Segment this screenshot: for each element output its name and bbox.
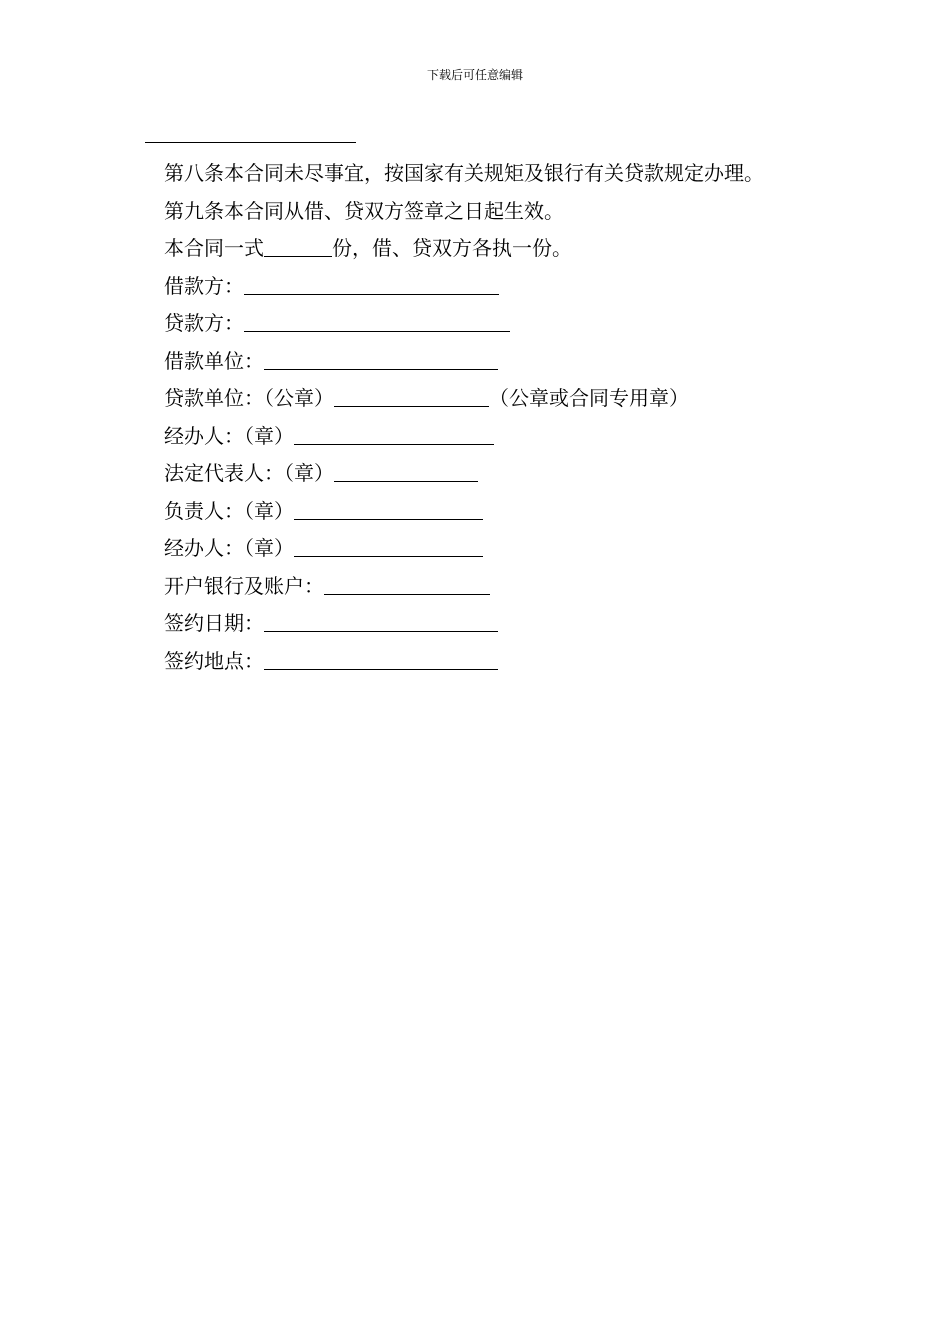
borrower-label: 借款方： — [164, 273, 244, 298]
copies-blank[interactable] — [264, 232, 332, 257]
lender-unit-note: （公章或合同专用章） — [489, 386, 689, 410]
article-8: 第八条本合同未尽事宜，按国家有关规矩及银行有关贷款规定办理。 — [164, 161, 764, 185]
bank-account-blank[interactable] — [324, 570, 490, 595]
bank-account-line — [144, 568, 824, 606]
borrower-unit-line — [144, 343, 824, 381]
agent-2-line — [144, 530, 824, 568]
copies-suffix: 份，借、贷双方各执一份。 — [332, 236, 572, 260]
lender-unit-blank[interactable] — [334, 382, 489, 407]
agent-1-blank[interactable] — [294, 420, 494, 445]
borrower-unit-blank[interactable] — [264, 345, 498, 370]
responsible-blank[interactable] — [294, 495, 483, 520]
responsible-line — [144, 493, 824, 531]
agent-1-line — [144, 418, 824, 456]
article-9-text: 第九条本合同从借、贷双方签章之日起生效。 — [164, 198, 564, 223]
lender-label: 贷款方： — [164, 311, 244, 335]
sign-place-line — [144, 643, 824, 681]
lender-unit-label: 贷款单位：（公章） — [164, 386, 334, 410]
copies-line — [144, 230, 824, 268]
borrower-unit-label: 借款单位： — [164, 348, 264, 373]
sign-date-line — [144, 605, 824, 643]
agent-1-label: 经办人：（章） — [164, 423, 294, 448]
copies-prefix: 本合同一式 — [164, 236, 264, 260]
agent-2-blank[interactable] — [294, 532, 483, 557]
legal-rep-line — [144, 455, 824, 493]
contract-body — [144, 155, 824, 680]
sign-place-blank[interactable] — [264, 645, 498, 670]
article-9 — [144, 193, 824, 231]
sign-date-blank[interactable] — [264, 607, 498, 632]
sign-place-label: 签约地点： — [164, 648, 264, 673]
legal-rep-label: 法定代表人：（章） — [164, 461, 334, 485]
lender-line — [144, 305, 824, 343]
legal-rep-blank[interactable] — [334, 457, 478, 482]
page-header: 下载后可任意编辑 — [426, 68, 523, 82]
borrower-blank[interactable] — [244, 270, 499, 295]
lender-blank[interactable] — [244, 307, 510, 332]
top-divider-line — [145, 142, 356, 143]
sign-date-label: 签约日期： — [164, 611, 264, 635]
borrower-line — [144, 268, 824, 306]
bank-account-label: 开户银行及账户： — [164, 573, 324, 598]
lender-unit-line — [144, 380, 824, 418]
responsible-label: 负责人：（章） — [164, 498, 294, 523]
agent-2-label: 经办人：（章） — [164, 536, 294, 560]
